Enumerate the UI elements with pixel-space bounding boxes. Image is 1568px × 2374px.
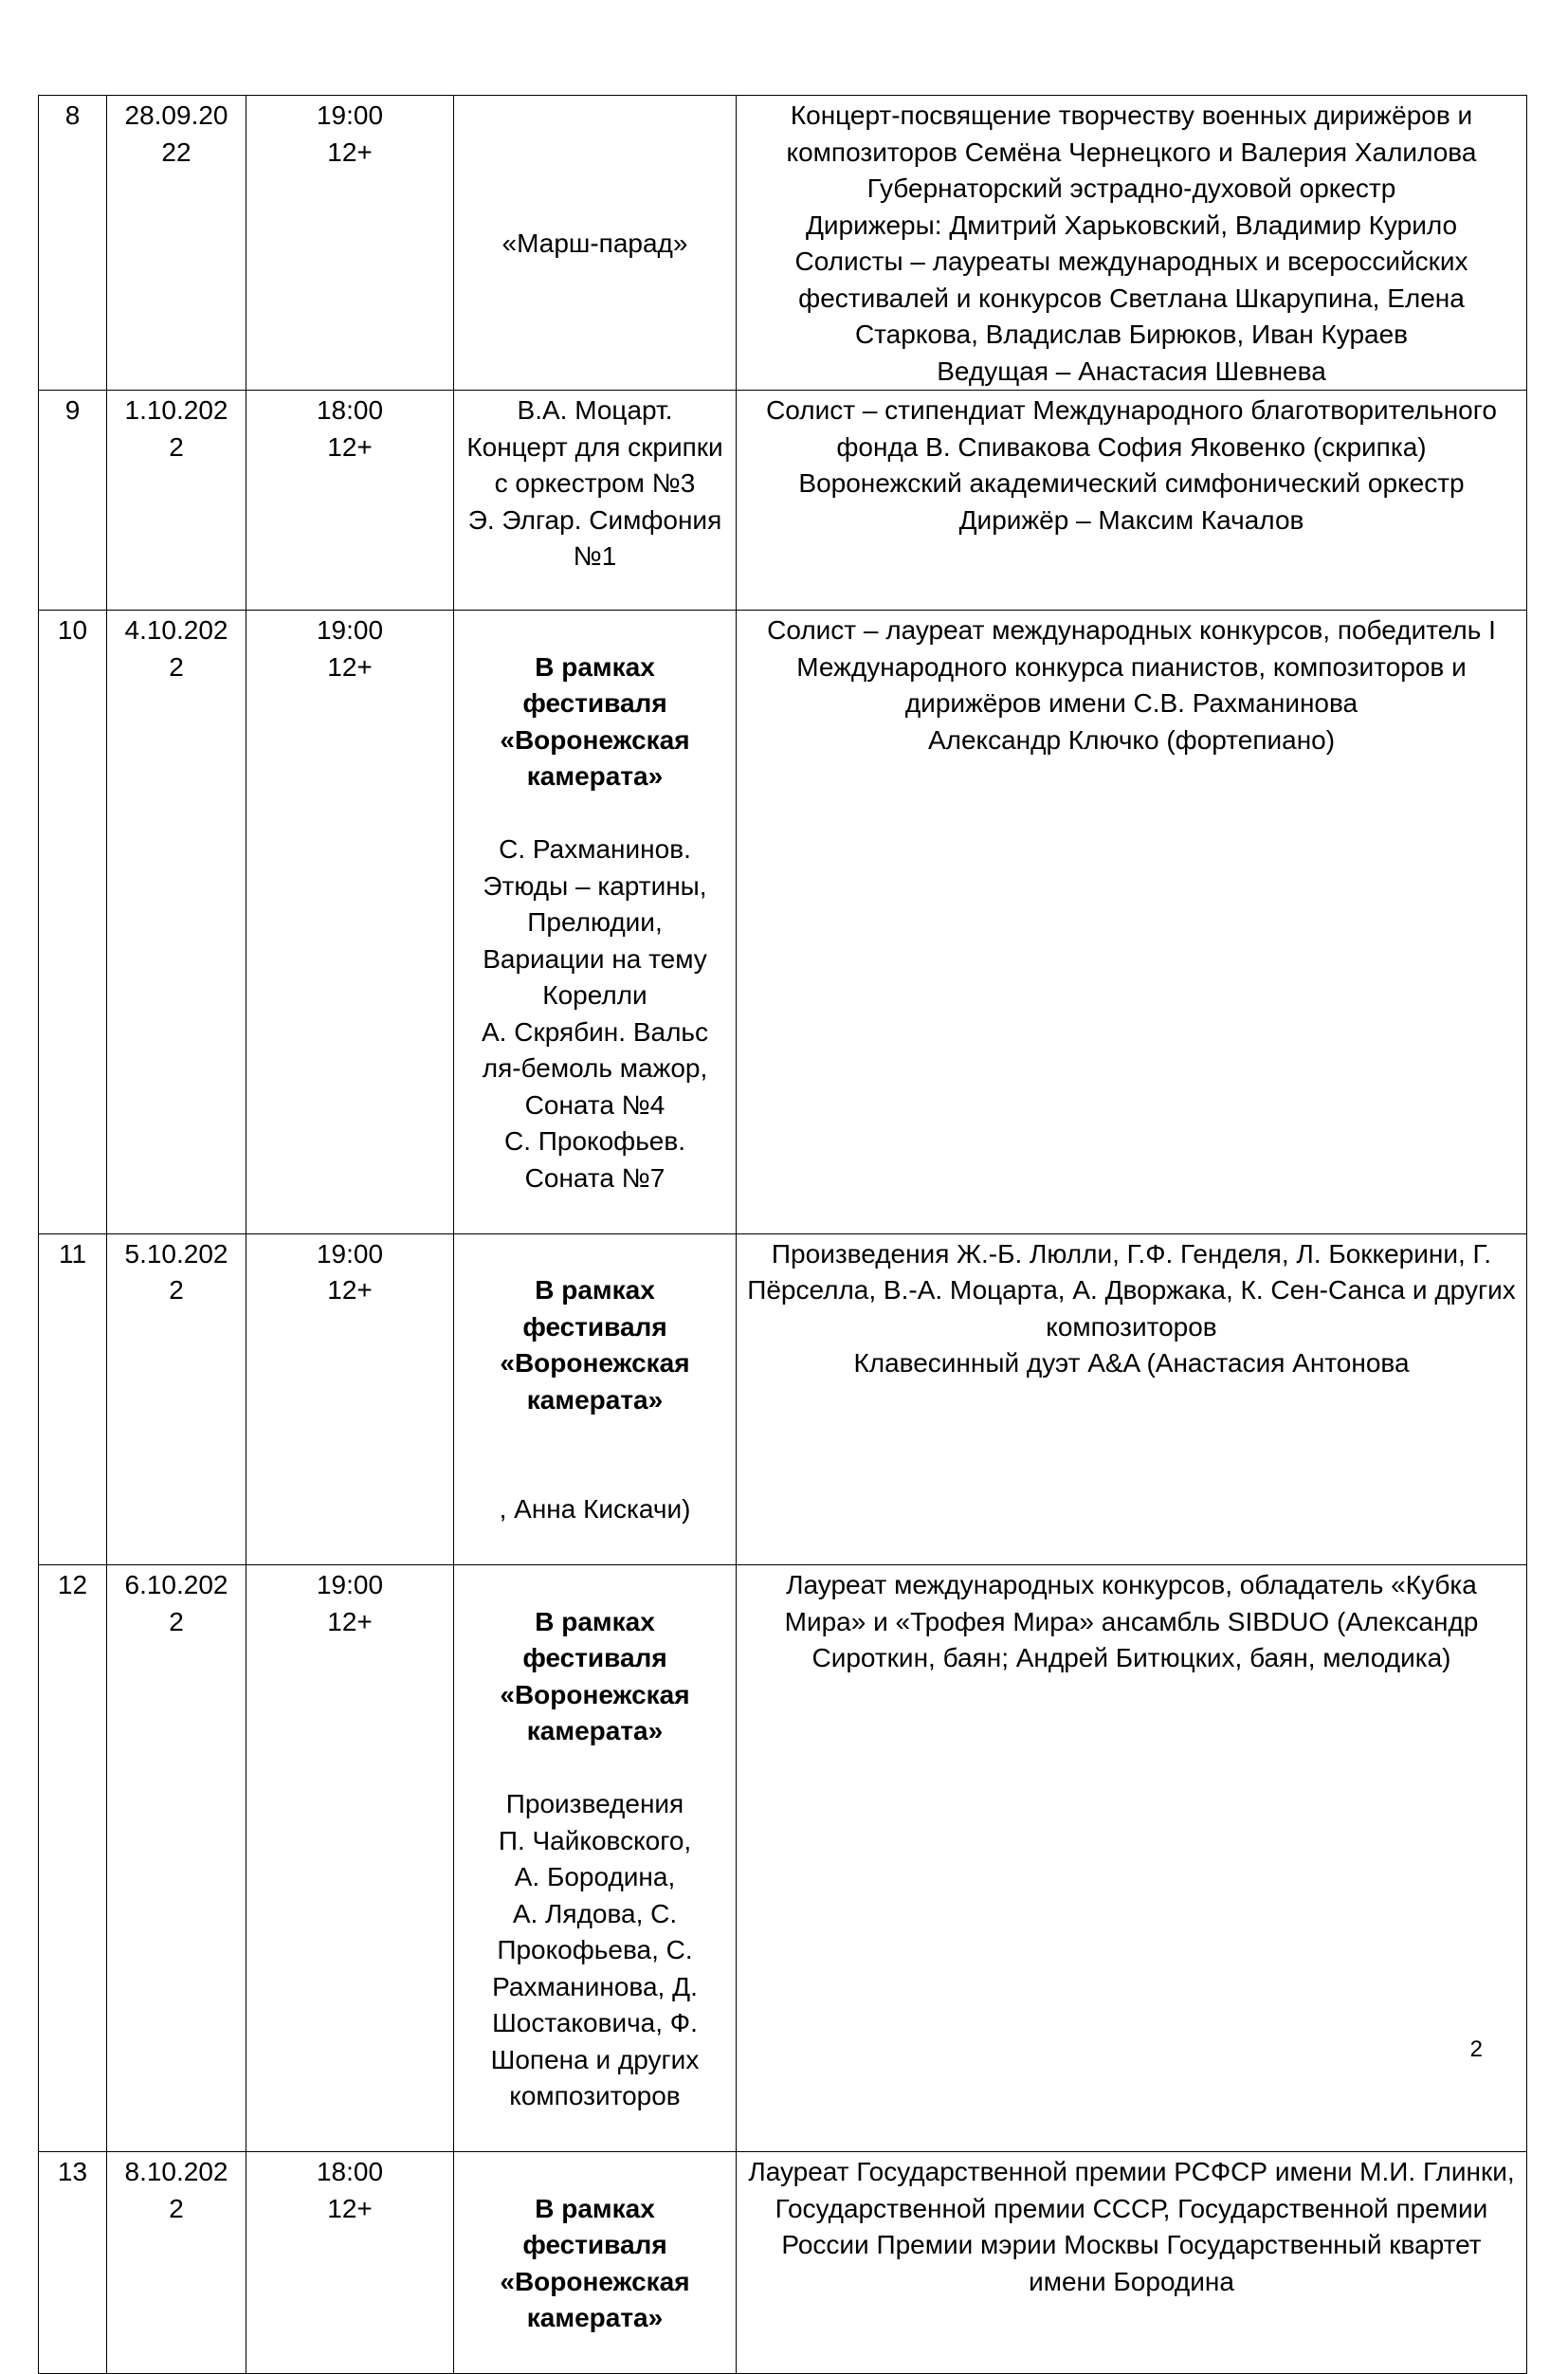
- row-number: 12: [39, 1565, 107, 2152]
- concert-performers: Концерт-посвящение творчеству военных дирижёров и композиторов Семёна Чернецкого и Валерия Халилова Губернаторский эстрадно-духовой оркестр Дирижеры: Дмитрий Харьковский, Владимир Курило Солисты – лауреаты международных и всероссийских фестивалей и конкурсов Светлана Шкарупина, Елена Старкова, Владислав Бирюков, Иван Кураев Ведущая – Анастасия Шевнева: [737, 96, 1527, 391]
- program-text: Произведения П. Чайковского, А. Бородина, А. Лядова, С. Прокофьева, С. Рахманинова, Д. Шостаковича, Ф. Шопена и других композиторов: [490, 1789, 700, 2110]
- concert-performers: Лауреат Государственной премии РСФСР имени М.И. Глинки, Государственной премии СССР, Государственной премии России Премии мэрии Москвы Государственный квартет имени Бородина: [737, 2152, 1527, 2374]
- concert-time-age: 18:00 12+: [246, 2152, 454, 2374]
- festival-label: В рамках фестиваля «Воронежская камерата»: [500, 651, 690, 791]
- concert-performers: Лауреат международных конкурсов, обладатель «Кубка Мира» и «Трофея Мира» ансамбль SIBDUO (Александр Сироткин, баян; Андрей Битюцких, баян, мелодика): [737, 1565, 1527, 2152]
- concert-date: 8.10.202 2: [107, 2152, 246, 2374]
- concert-time-age: 19:00 12+: [246, 1565, 454, 2152]
- program-text: «Марш-парад»: [501, 228, 688, 258]
- table-row: [39, 1233, 1527, 1565]
- concert-time-age: 19:00 12+: [246, 611, 454, 1234]
- concert-date: 5.10.202 2: [107, 1233, 246, 1565]
- concert-date: 1.10.202 2: [107, 391, 246, 611]
- concert-schedule-table: [38, 95, 1527, 2374]
- row-number: 10: [39, 611, 107, 1234]
- row-number: 13: [39, 2152, 107, 2374]
- concert-program: [454, 1565, 737, 2152]
- concert-time-age: 19:00 12+: [246, 1233, 454, 1565]
- concert-program: [454, 96, 737, 391]
- festival-label: В рамках фестиваля «Воронежская камерата»: [500, 1606, 690, 1745]
- concert-date: 6.10.202 2: [107, 1565, 246, 2152]
- table-row: [39, 96, 1527, 391]
- concert-date: 28.09.20 22: [107, 96, 246, 391]
- concert-performers: Произведения Ж.-Б. Люлли, Г.Ф. Генделя, Л. Боккерини, Г. Пёрселла, В.-А. Моцарта, А. Дворжака, К. Сен-Санса и других композиторов Клавесинный дуэт A&A (Анастасия Антонова: [737, 1233, 1527, 1565]
- program-text: С. Рахманинов. Этюды – картины, Прелюдии, Вариации на тему Корелли А. Скрябин. Вальс ля-бемоль мажор, Соната №4 С. Прокофьев. Соната №7: [482, 834, 708, 1193]
- concert-performers: Солист – стипендиат Международного благотворительного фонда В. Спивакова София Яковенко (скрипка) Воронежский академический симфонический оркестр Дирижёр – Максим Качалов: [737, 391, 1527, 611]
- row-number: 9: [39, 391, 107, 611]
- concert-program: В.А. Моцарт. Концерт для скрипки с оркестром №3 Э. Элгар. Симфония №1: [454, 391, 737, 611]
- table-row: [39, 1565, 1527, 2152]
- table-row: [39, 611, 1527, 1234]
- table-row: [39, 2152, 1527, 2374]
- concert-program: [454, 2152, 737, 2374]
- table-row: [39, 391, 1527, 611]
- concert-time-age: 19:00 12+: [246, 96, 454, 391]
- festival-label: В рамках фестиваля «Воронежская камерата»: [500, 2193, 690, 2332]
- concert-time-age: 18:00 12+: [246, 391, 454, 611]
- concert-program: [454, 611, 737, 1234]
- program-text: , Анна Кискачи): [499, 1494, 691, 1524]
- concert-date: 4.10.202 2: [107, 611, 246, 1234]
- page-number: 2: [1469, 2036, 1483, 2062]
- concert-program: [454, 1233, 737, 1565]
- festival-label: В рамках фестиваля «Воронежская камерата»: [500, 1275, 690, 1415]
- row-number: 11: [39, 1233, 107, 1565]
- concert-performers: Солист – лауреат международных конкурсов, победитель I Международного конкурса пианистов, композиторов и дирижёров имени С.В. Рахманинова Александр Ключко (фортепиано): [737, 611, 1527, 1234]
- row-number: 8: [39, 96, 107, 391]
